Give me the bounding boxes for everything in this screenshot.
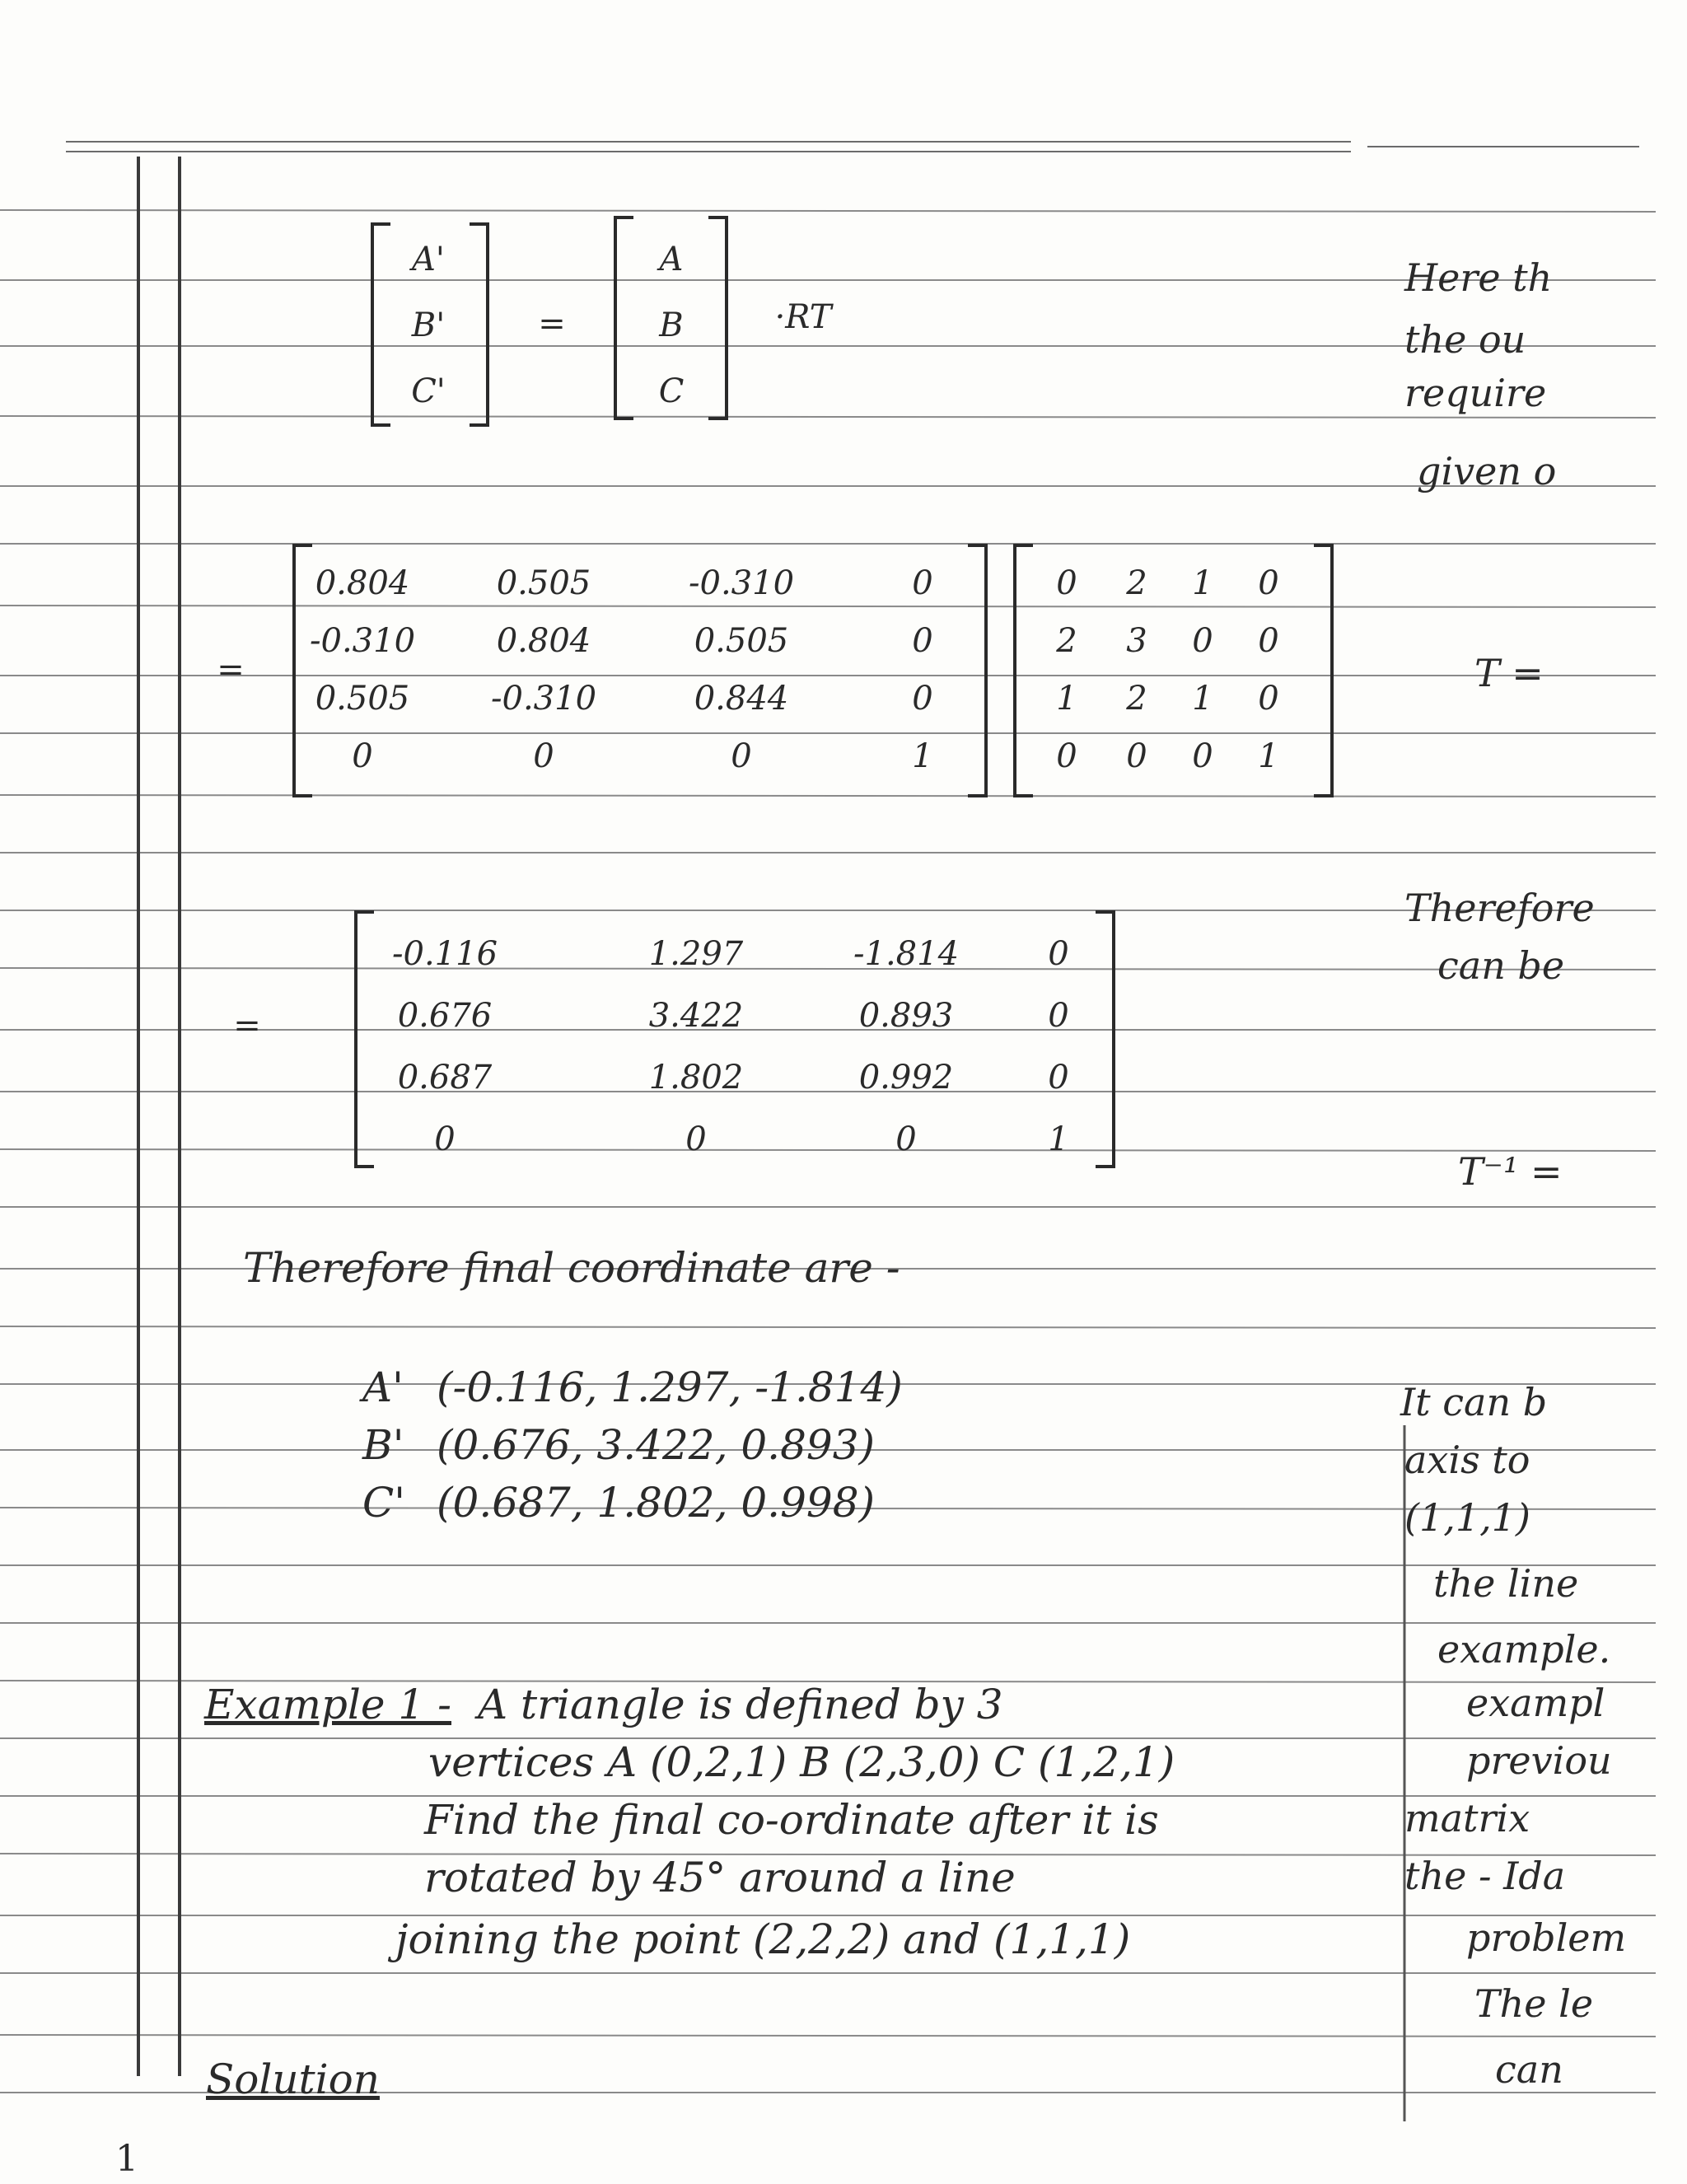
points-cell: 0: [1056, 564, 1077, 602]
final-coord-label: B': [362, 1421, 404, 1469]
result-cell: 1.802: [648, 1059, 744, 1097]
result-cell: 1: [1048, 1120, 1069, 1158]
margin-note: the line: [1433, 1561, 1579, 1606]
points-cell: 1: [1258, 737, 1279, 775]
margin-note: can: [1495, 2047, 1563, 2092]
points-cell: 1: [1192, 564, 1213, 602]
result-cell: 0.687: [397, 1059, 493, 1097]
margin-note: require: [1404, 371, 1547, 415]
points-cell: 3: [1126, 622, 1147, 660]
margin-note: can be: [1437, 943, 1565, 988]
vec-left-1: B': [411, 306, 446, 344]
margin-note: axis to: [1404, 1438, 1530, 1482]
result-cell: 0: [434, 1120, 456, 1158]
result-equals: =: [233, 1007, 261, 1045]
margin-note: Here th: [1404, 255, 1553, 300]
product-equals: =: [217, 651, 245, 689]
example-heading: Example 1 -: [204, 1681, 451, 1728]
rotation-cell: 0.505: [496, 564, 591, 602]
final-coord-value: (0.687, 1.802, 0.998): [437, 1479, 876, 1527]
result-cell: -0.116: [391, 935, 498, 973]
example-line: A triangle is defined by 3: [478, 1681, 1003, 1728]
rotation-cell: 0: [912, 622, 933, 660]
margin-note: matrix: [1404, 1796, 1530, 1840]
points-cell: 0: [1258, 680, 1279, 718]
rotation-cell: -0.310: [309, 622, 416, 660]
vec-equals: =: [538, 305, 566, 343]
vec-left-2: C': [411, 372, 446, 410]
rotation-cell: 0: [912, 680, 933, 718]
points-cell: 0: [1192, 737, 1213, 775]
points-cell: 0: [1056, 737, 1077, 775]
result-cell: 0: [1048, 935, 1069, 973]
solution-label: Solution: [206, 2055, 380, 2103]
points-cell: 0: [1258, 622, 1279, 660]
margin-note: problem: [1466, 1915, 1627, 1960]
margin-note: The le: [1474, 1981, 1594, 2026]
points-cell: 0: [1258, 564, 1279, 602]
example-line: rotated by 45° around a line: [424, 1854, 1016, 1901]
rotation-cell: -0.310: [688, 564, 795, 602]
points-cell: 0: [1126, 737, 1147, 775]
rotation-cell: 0.505: [694, 622, 789, 660]
result-cell: 0: [1048, 1059, 1069, 1097]
page-number: 1: [115, 2138, 138, 2180]
margin-note: given o: [1417, 449, 1557, 493]
final-coord-value: (-0.116, 1.297, -1.814): [437, 1363, 903, 1411]
result-cell: 3.422: [648, 997, 744, 1035]
rotation-cell: -0.310: [490, 680, 597, 718]
rotation-cell: 0.505: [315, 680, 410, 718]
result-cell: 0: [895, 1120, 917, 1158]
result-cell: 0: [685, 1120, 707, 1158]
rotation-cell: 0: [731, 737, 752, 775]
margin-note: It can b: [1400, 1380, 1548, 1424]
result-cell: -1.814: [853, 935, 960, 973]
margin-note: (1,1,1): [1404, 1495, 1530, 1540]
example-line: joining the point (2,2,2) and (1,1,1): [395, 1915, 1131, 1963]
final-coord-value: (0.676, 3.422, 0.893): [437, 1421, 876, 1469]
margin-note: example.: [1437, 1627, 1611, 1672]
rotation-cell: 0: [912, 564, 933, 602]
rotation-cell: 0.804: [315, 564, 410, 602]
final-heading: Therefore final coordinate are -: [243, 1244, 900, 1292]
points-cell: 0: [1192, 622, 1213, 660]
final-coord-label: A': [362, 1363, 404, 1411]
rotation-cell: 0.844: [694, 680, 789, 718]
rotation-cell: 0.804: [496, 622, 591, 660]
result-cell: 0.893: [858, 997, 954, 1035]
margin-note: T⁻¹ =: [1458, 1149, 1563, 1194]
result-cell: 1.297: [648, 935, 744, 973]
points-cell: 2: [1056, 622, 1077, 660]
points-cell: 1: [1056, 680, 1077, 718]
vec-right-2: C: [658, 372, 685, 410]
example-line: vertices A (0,2,1) B (2,3,0) C (1,2,1): [428, 1738, 1175, 1786]
margin-note: T =: [1474, 651, 1544, 695]
vec-left-0: A': [412, 241, 445, 278]
rotation-cell: 0: [533, 737, 554, 775]
margin-note: Therefore: [1404, 886, 1595, 930]
margin-note: the - Ida: [1404, 1854, 1566, 1898]
example-line: Find the final co-ordinate after it is: [424, 1796, 1159, 1844]
margin-note: previou: [1466, 1738, 1612, 1783]
final-coord-label: C': [362, 1479, 406, 1527]
result-cell: 0.992: [858, 1059, 954, 1097]
vec-right-0: A: [659, 241, 684, 278]
result-cell: 0: [1048, 997, 1069, 1035]
margin-note: exampl: [1466, 1681, 1605, 1725]
vec-operator: ·RT: [774, 298, 832, 336]
points-cell: 2: [1126, 564, 1147, 602]
margin-note: the ou: [1404, 317, 1526, 362]
points-cell: 1: [1192, 680, 1213, 718]
points-cell: 2: [1126, 680, 1147, 718]
rotation-cell: 1: [912, 737, 933, 775]
result-cell: 0.676: [397, 997, 493, 1035]
rotation-cell: 0: [352, 737, 373, 775]
vec-right-1: B: [659, 306, 684, 344]
